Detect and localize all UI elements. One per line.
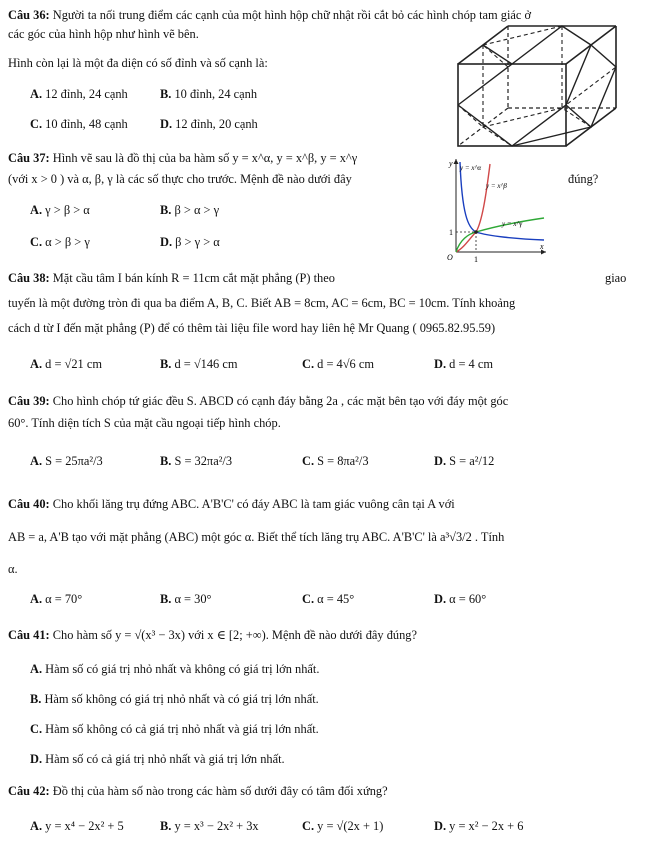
q41-option-b[interactable]: B. Hàm số không có giá trị nhỏ nhất và có giá trị lớn nhất. — [30, 692, 319, 706]
origin-label: O — [447, 253, 453, 262]
q40-option-c[interactable]: C. α = 45° — [302, 592, 355, 606]
label-f3: y = x^γ — [502, 220, 523, 228]
q36-line1 — [8, 8, 531, 23]
q39-option-d[interactable]: D. S = a²/12 — [434, 454, 495, 468]
q36-option-c[interactable]: C. 10 đỉnh, 48 cạnh — [30, 117, 128, 131]
q40-option-d[interactable]: D. α = 60° — [434, 592, 487, 606]
q39-option-a[interactable]: A. S = 25πa²/3 — [30, 454, 103, 468]
q38-option-d[interactable]: D. d = 4 cm — [434, 357, 493, 371]
label-f1: y = x^α — [460, 164, 482, 172]
q40-text2: AB = a, A'B tạo với mặt phẳng (ABC) một góc α. Biết thể tích lăng trụ ABC. A'B'C' là a³√3/2 . Tính — [8, 530, 505, 544]
q42-line1 — [8, 784, 388, 799]
q39-label: Câu 39: — [8, 394, 50, 408]
q36-option-d[interactable]: D. 12 đỉnh, 20 cạnh — [160, 117, 258, 131]
point-1-1 — [474, 230, 478, 234]
q38-line1 — [8, 271, 335, 286]
q39-option-c[interactable]: C. S = 8πa²/3 — [302, 454, 369, 468]
q41-label: Câu 41: — [8, 628, 50, 642]
q36-text1: Người ta nối trung điểm các cạnh của một hình hộp chữ nhật rồi cắt bỏ các hình chóp tam giác ở — [52, 8, 532, 22]
q37-label: Câu 37: — [8, 151, 50, 165]
q40-option-a[interactable]: A. α = 70° — [30, 592, 83, 606]
curve-alpha — [460, 162, 544, 240]
q37-option-d[interactable]: D. β > γ > α — [160, 235, 220, 249]
q36-text2: các góc của hình hộp như hình vẽ bên. — [8, 27, 199, 41]
q36-option-b[interactable]: B. 10 đỉnh, 24 cạnh — [160, 87, 258, 101]
q42-option-c[interactable]: C. y = √(2x + 1) — [302, 819, 384, 833]
q37-text2: (với x > 0 ) và α, β, γ là các số thực cho trước. Mệnh đề nào dưới đây — [8, 172, 352, 186]
q36-text3: Hình còn lại là một đa diện có số đỉnh và số cạnh là: — [8, 56, 268, 70]
q42-option-d[interactable]: D. y = x² − 2x + 6 — [434, 819, 524, 833]
q38-text2: tuyến là một đường tròn đi qua ba điểm A, B, C. Biết AB = 8cm, AC = 6cm, BC = 10cm. Tính khoảng — [8, 296, 516, 310]
q40-label: Câu 40: — [8, 497, 50, 511]
q42-option-b[interactable]: B. y = x³ − 2x² + 3x — [160, 819, 259, 833]
q36-option-a[interactable]: A. 12 đỉnh, 24 cạnh — [30, 87, 128, 101]
tick-x-1: 1 — [474, 255, 478, 264]
q40-text1: Cho khối lăng trụ đứng ABC. A'B'C' có đáy ABC là tam giác vuông cân tại A với — [52, 497, 455, 511]
q40-option-b[interactable]: B. α = 30° — [160, 592, 212, 606]
q40-line1 — [8, 497, 455, 512]
q41-option-a[interactable]: A. Hàm số có giá trị nhỏ nhất và không có giá trị lớn nhất. — [30, 662, 320, 676]
axis-x-label: x — [540, 242, 544, 251]
q41-option-c[interactable]: C. Hàm số không có cả giá trị nhỏ nhất và giá trị lớn nhất. — [30, 722, 319, 736]
q38-text1: Mặt cầu tâm I bán kính R = 11cm cắt mặt phẳng (P) theo — [52, 271, 335, 285]
axis-y-label: y — [449, 159, 453, 168]
q38-option-c[interactable]: C. d = 4√6 cm — [302, 357, 374, 371]
q39-option-b[interactable]: B. S = 32πa²/3 — [160, 454, 233, 468]
q38-text3: cách d từ I đến mặt phẳng (P) để có thêm tài liệu file word hay liên hệ Mr Quang ( 0965.82.95.59) — [8, 321, 496, 335]
q38-text1b: giao — [605, 271, 627, 285]
q36-label: Câu 36: — [8, 8, 50, 22]
q41-option-d[interactable]: D. Hàm số có cả giá trị nhỏ nhất và giá trị lớn nhất. — [30, 752, 285, 766]
q37-text1: Hình vẽ sau là đồ thị của ba hàm số y = x^α, y = x^β, y = x^γ — [52, 151, 358, 165]
q38-option-b[interactable]: B. d = √146 cm — [160, 357, 238, 371]
q41-line1 — [8, 627, 417, 643]
q37-text2b: đúng? — [568, 172, 599, 186]
label-f2: y = x^β — [486, 182, 507, 190]
q37-option-c[interactable]: C. α > β > γ — [30, 235, 90, 249]
truncated-box-figure — [450, 22, 630, 152]
q37-option-a[interactable]: A. γ > β > α — [30, 203, 90, 217]
q37-line1 — [8, 151, 357, 166]
q39-text1: Cho hình chóp tứ giác đều S. ABCD có cạnh đáy bằng 2a , các mặt bên tạo với đáy một góc — [52, 394, 509, 408]
q38-label: Câu 38: — [8, 271, 50, 285]
y-axis-arrow — [454, 159, 459, 164]
q39-line1 — [8, 394, 508, 409]
q42-option-a[interactable]: A. y = x⁴ − 2x² + 5 — [30, 819, 124, 833]
q38-option-a[interactable]: A. d = √21 cm — [30, 357, 102, 371]
tick-y-1: 1 — [449, 228, 453, 237]
q40-text3: α. — [8, 562, 18, 576]
q42-label: Câu 42: — [8, 784, 50, 798]
power-function-graph — [438, 156, 550, 264]
q37-option-b[interactable]: B. β > α > γ — [160, 203, 220, 217]
q39-text2: 60°. Tính diện tích S của mặt cầu ngoại tiếp hình chóp. — [8, 416, 281, 430]
q41-text1: Cho hàm số y = √(x³ − 3x) với x ∈ [2; +∞). Mệnh đề nào dưới đây đúng? — [52, 628, 417, 642]
q42-text1: Đồ thị của hàm số nào trong các hàm số dưới đây có tâm đối xứng? — [52, 784, 388, 798]
